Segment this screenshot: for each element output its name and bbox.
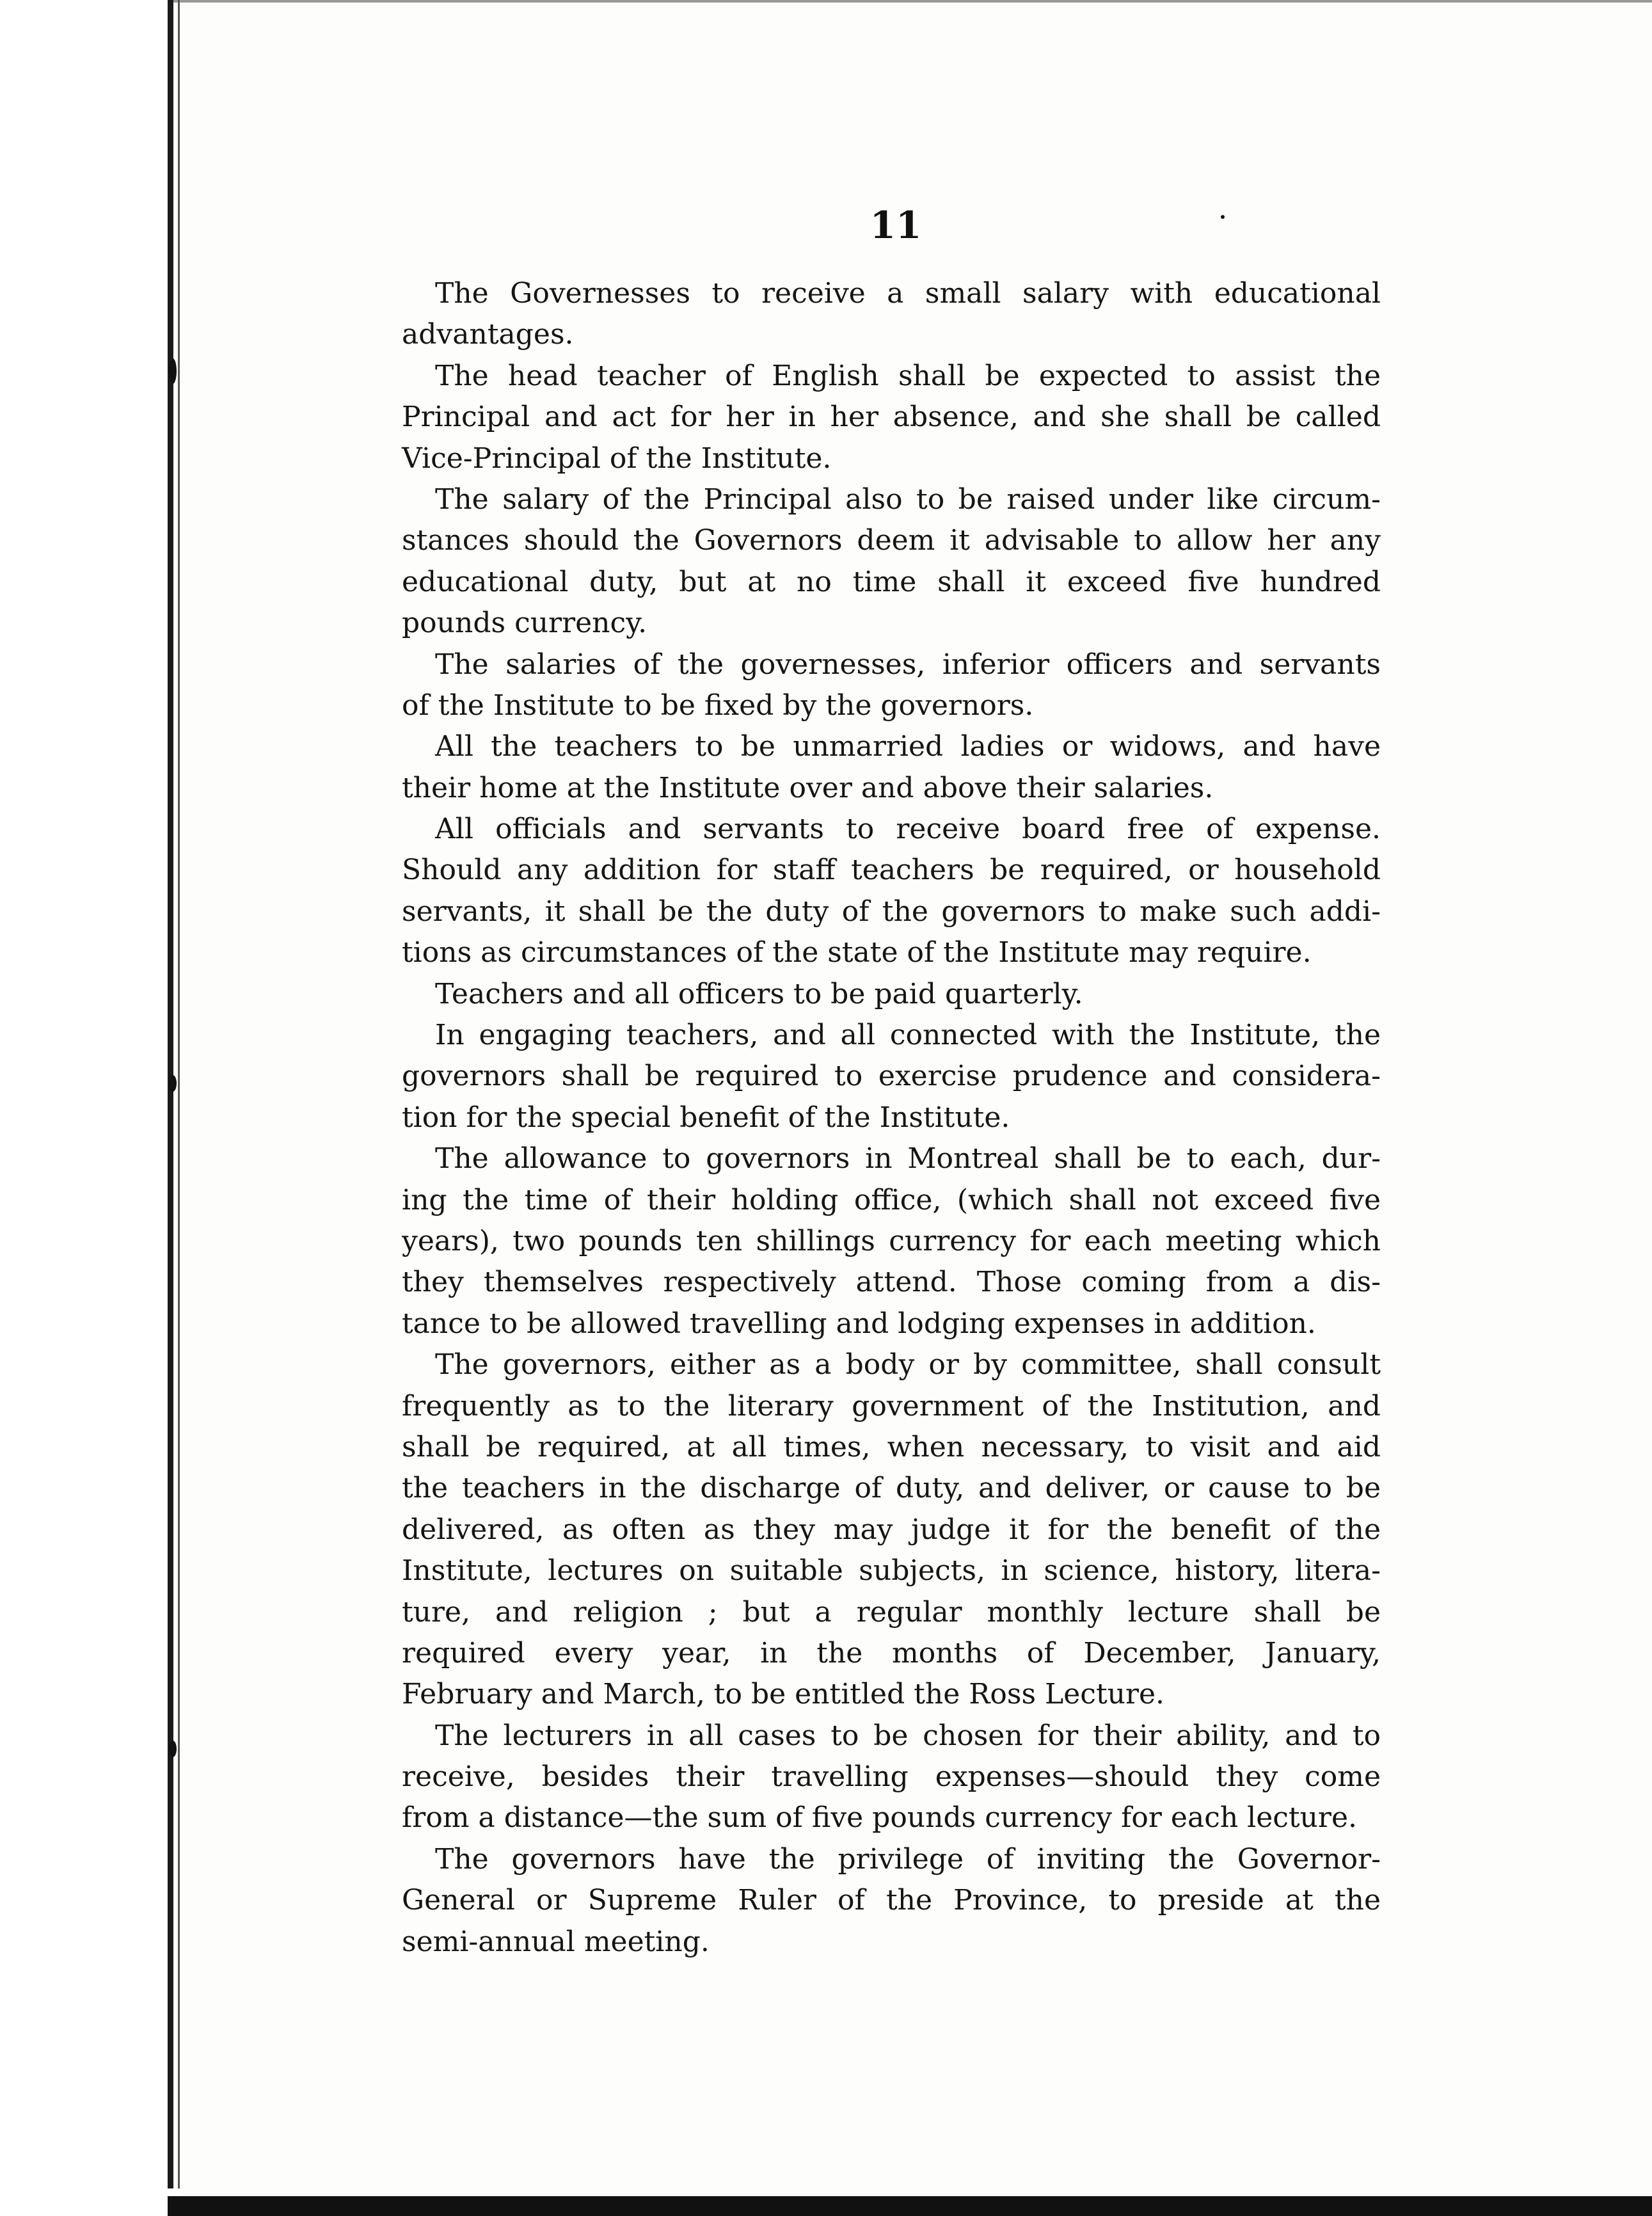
text-line: from a distance—the sum of five pounds currency for each lecture. [402,1801,1357,1835]
text-line: Should any addition for staff teachers be required, or household [402,854,1381,887]
text-line: The governors, either as a body or by committee, shall consult [435,1348,1381,1382]
text-line: their home at the Institute over and above their salaries. [402,771,1214,804]
text-line: General or Supreme Ruler of the Province, to preside at the [402,1884,1381,1917]
text-line: years), two pounds ten shillings currency for each meeting which [402,1224,1381,1257]
text-line: pounds currency. [402,607,647,640]
paragraph [402,1839,1381,1963]
ink-speck [169,358,177,384]
paragraph [402,1138,1381,1344]
text-line: ture, and religion ; but a regular monthly lecture shall be [402,1595,1381,1629]
ink-speck [1221,215,1225,219]
text-line: shall be required, at all times, when necessary, to visit and aid [402,1430,1381,1463]
text-line: receive, besides their travelling expenses—should they come [402,1760,1381,1794]
text-line: The governors have the privilege of inviting the Governor- [435,1842,1381,1876]
scan-margin [0,0,180,2216]
text-line: advantages. [402,318,574,351]
paragraph [402,1344,1381,1716]
text-line: Vice-Principal of the Institute. [402,442,832,475]
text-line: February and March, to be entitled the Ross Lecture. [402,1678,1165,1711]
text-line: Principal and act for her in her absence, and she shall be called [402,401,1381,434]
body-text [402,273,1381,1963]
paragraph [402,1716,1381,1839]
scan-top-edge [168,0,1652,3]
text-line: tance to be allowed travelling and lodging expenses in addition. [402,1307,1316,1340]
paragraph [402,644,1381,727]
paragraph [402,974,1381,1015]
text-line: Institute, lectures on suitable subjects, in science, history, litera- [402,1554,1381,1588]
text-line: of the Institute to be fixed by the governors. [402,689,1034,722]
paragraph [402,356,1381,479]
text-line: governors shall be required to exercise prudence and considera- [402,1060,1381,1093]
text-line: the teachers in the discharge of duty, and deliver, or cause to be [402,1472,1381,1505]
scan-binding-line [178,0,180,2188]
text-line: tion for the special benefit of the Institute. [402,1101,1010,1134]
text-line: frequently as to the literary government of the Institution, and [402,1389,1381,1423]
text-line: educational duty, but at no time shall it exceed five hundred [402,565,1381,598]
paragraph [402,726,1381,809]
text-line: The salaries of the governesses, inferior officers and servants [435,648,1381,681]
text-line: The salary of the Principal also to be raised under like circum- [435,482,1381,516]
text-line: required every year, in the months of December, January, [402,1636,1381,1670]
ink-speck [169,1075,177,1092]
paragraph [402,1015,1381,1138]
scan-binding-shadow [168,0,173,2188]
text-line: In engaging teachers, and all connected with the Institute, the [435,1019,1381,1052]
scan-bottom-edge [168,2196,1652,2216]
text-line: The allowance to governors in Montreal shall be to each, dur- [435,1142,1381,1176]
text-line: Teachers and all officers to be paid quarterly. [435,977,1083,1010]
text-line: they themselves respectively attend. Those coming from a dis- [402,1266,1381,1299]
text-line: stances should the Governors deem it advisable to allow her any [402,524,1381,557]
text-line: All officials and servants to receive board free of expense. [435,813,1381,846]
text-line: semi-annual meeting. [402,1925,710,1958]
text-line: The Governesses to receive a small salary with educational [435,277,1381,310]
page-number: 11 [870,203,922,247]
text-line: All the teachers to be unmarried ladies or widows, and have [435,730,1381,763]
text-line: ing the time of their holding office, (which shall not exceed five [402,1183,1381,1216]
text-line: servants, it shall be the duty of the governors to make such addi- [402,895,1381,928]
text-line: delivered, as often as they may judge it for the benefit of the [402,1513,1381,1546]
text-line: The head teacher of English shall be expected to assist the [435,359,1381,392]
ink-speck [169,1741,177,1757]
paragraph [402,479,1381,644]
paragraph [402,273,1381,356]
text-line: tions as circumstances of the state of the Institute may require. [402,936,1312,969]
paragraph [402,809,1381,974]
text-line: The lecturers in all cases to be chosen for their ability, and to [435,1719,1381,1752]
